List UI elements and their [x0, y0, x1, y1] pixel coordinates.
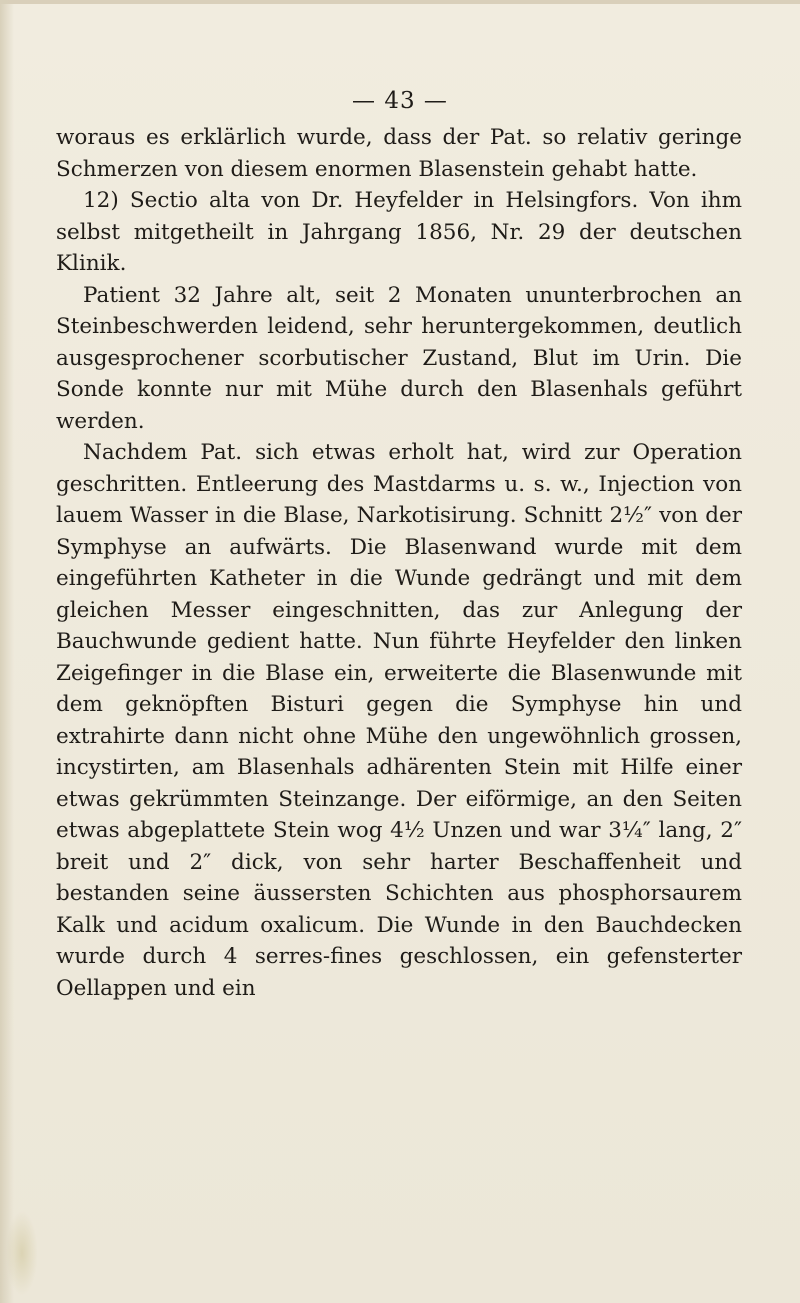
paragraph-patient: Patient 32 Jahre alt, seit 2 Monaten ununterbrochen an Steinbeschwerden leidend, sehr heruntergekommen, deutlich ausgesprochener scorbutischer Zustand, Blut im Urin. Die Sonde konnte nur mit Mühe durch den Blasenhals geführt werden. — [56, 282, 742, 434]
body-text — [56, 122, 742, 1004]
page-number-header: — 43 — — [352, 88, 448, 114]
paragraph-case-12: 12) Sectio alta von Dr. Heyfelder in Helsingfors. Von ihm selbst mitgetheilt in Jahrgang 1856, Nr. 29 der deutschen Klinik. — [56, 188, 742, 276]
paragraph-continuation: woraus es erklärlich wurde, dass der Pat. so relativ geringe Schmerzen von diesem enormen Blasenstein gehabt hatte. — [56, 125, 742, 182]
page-left-edge — [0, 0, 14, 1303]
paper-stain — [6, 1210, 38, 1296]
paragraph-operation: Nachdem Pat. sich etwas erholt hat, wird zur Operation geschritten. Entleerung des Mastdarms u. s. w., Injection von lauem Wasser in die Blase, Narkotisirung. Schnitt 2½″ von der Symphyse an aufwärts. Die Blasenwand wurde mit dem eingeführten Katheter in die Wunde gedrängt und mit dem gleichen Messer eingeschnitten, das zur Anlegung der Bauchwunde gedient hatte. Nun führte Heyfelder den linken Zeigefinger in die Blase ein, erweiterte die Blasenwunde mit dem geknöpften Bisturi gegen die Symphyse hin und extrahirte dann nicht ohne Mühe den ungewöhnlich grossen, incystirten, am Blasenhals adhärenten Stein mit Hilfe einer etwas gekrümmten Steinzange. Der eiförmige, an den Seiten etwas abgeplattete Stein wog 4½ Unzen und war 3¼″ lang, 2″ breit und 2″ dick, von sehr harter Beschaffenheit und bestanden seine äussersten Schichten aus phosphorsaurem Kalk und acidum oxalicum. Die Wunde in den Bauchdecken wurde durch 4 serres-fines geschlossen, ein gefensterter Oellappen und ein — [56, 440, 742, 1001]
page-top-edge — [0, 0, 800, 4]
